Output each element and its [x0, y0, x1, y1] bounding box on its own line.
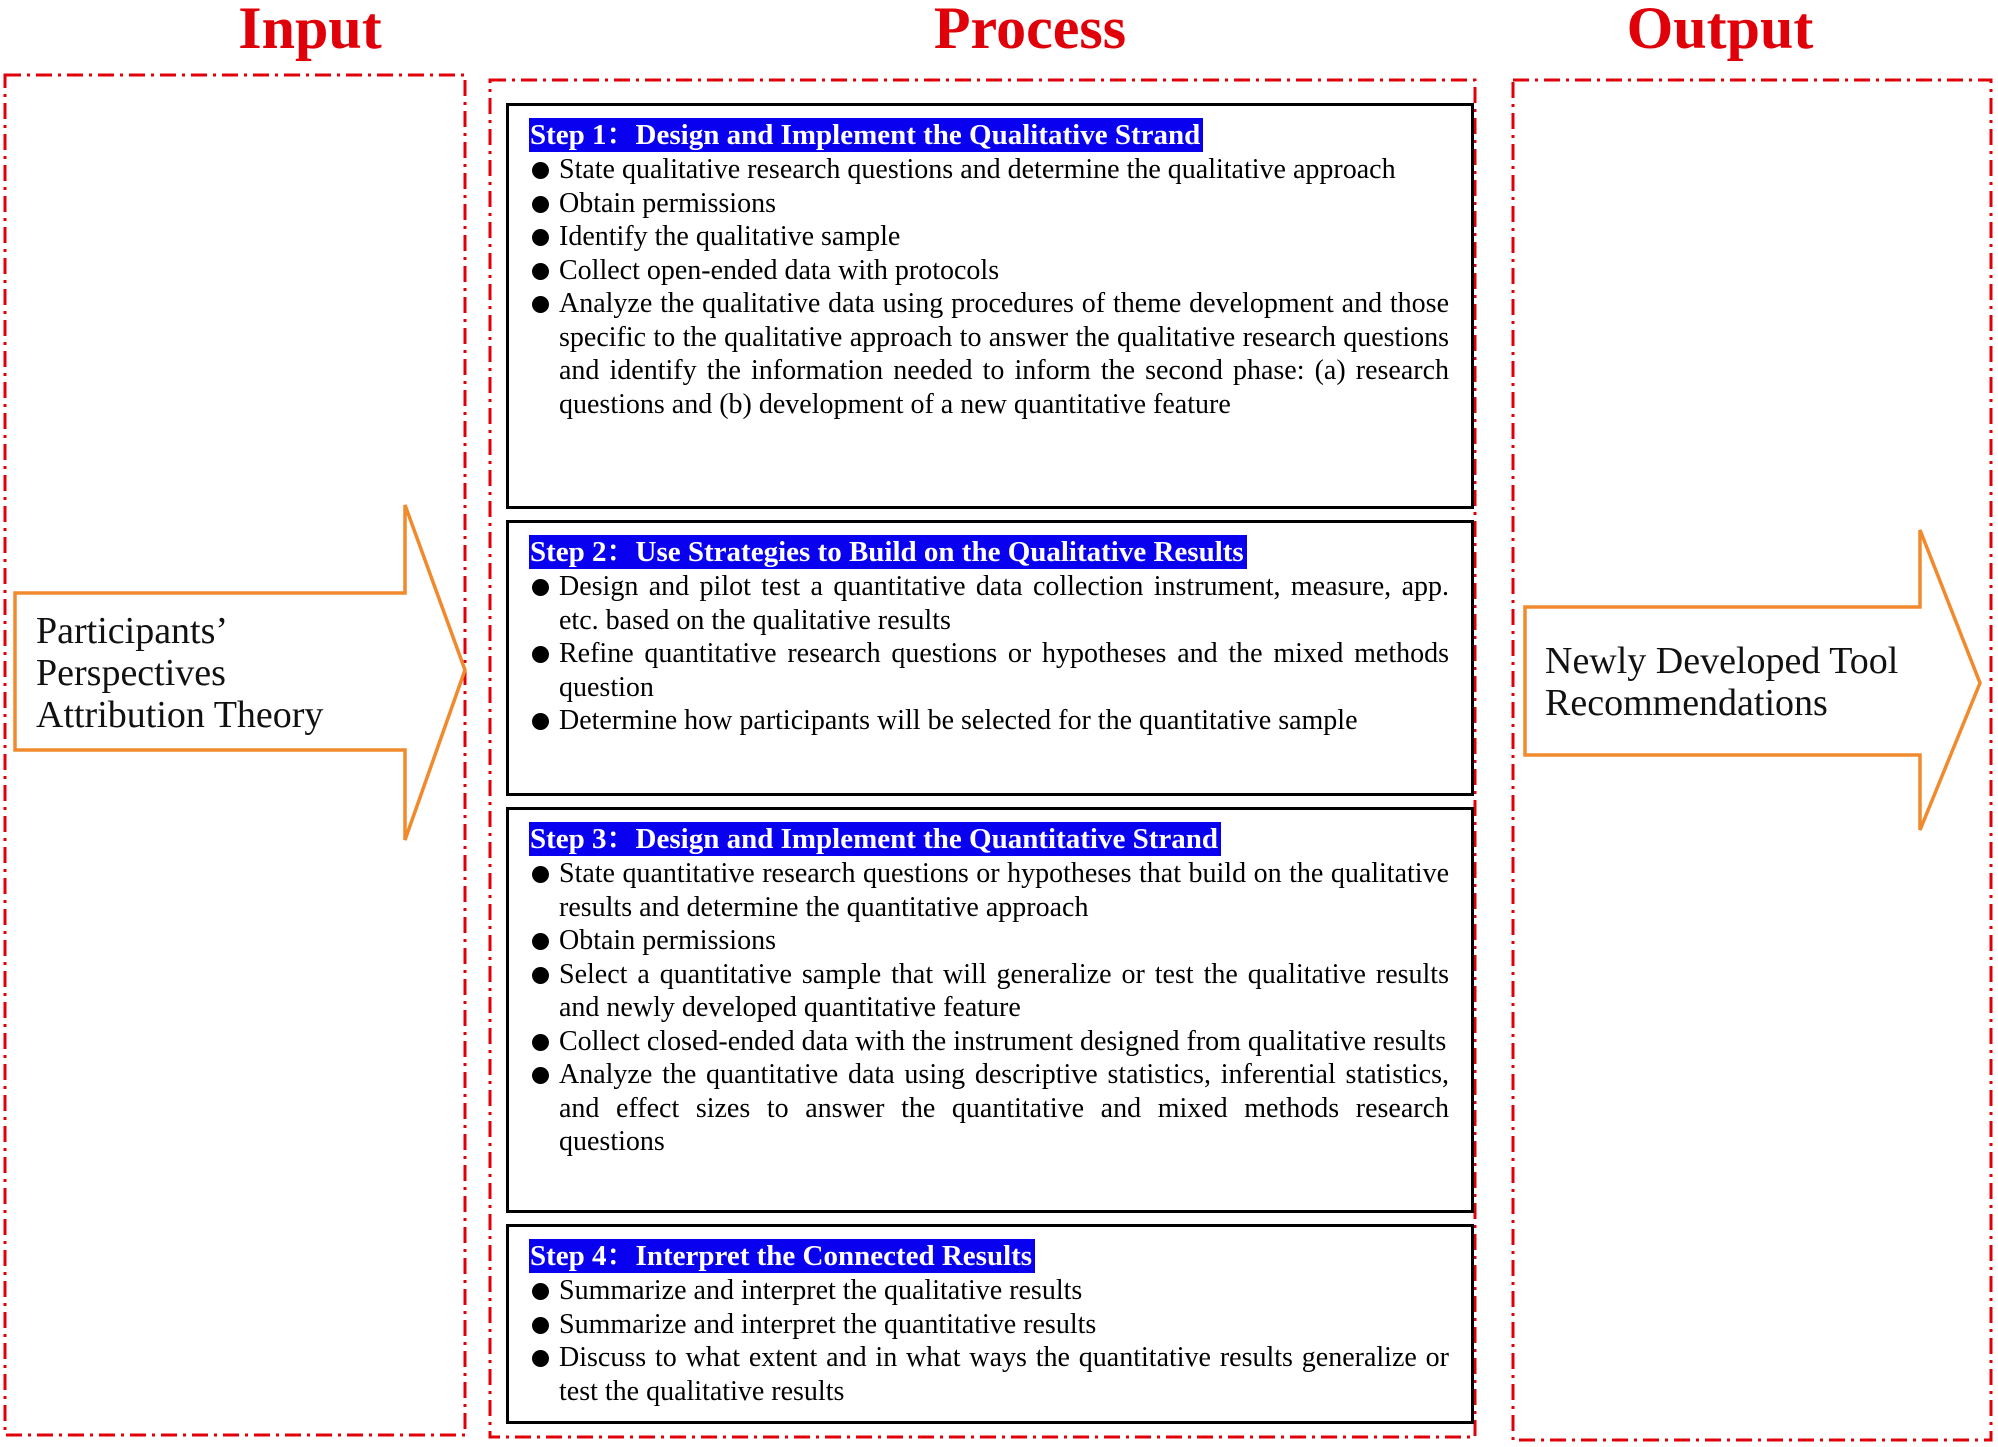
list-item-text: Identify the qualitative sample — [559, 221, 901, 252]
step-2-box — [506, 520, 1474, 796]
output-line: Recommendations — [1545, 682, 1828, 724]
input-line: Attribution Theory — [36, 694, 324, 736]
step-2-title: Step 2：Use Strategies to Build on the Qualitative Results — [529, 535, 1247, 569]
list-item-text: Analyze the qualitative data using procedures of theme development and those specific to the qualitative approach to answer the qualitative research questions and identify the information needed to inform the second phase: (a) research questions and (b) development of a new quantitative feature — [559, 288, 1449, 420]
list-item-text: Discuss to what extent and in what ways the quantitative results generalize or test the qualitative results — [559, 1342, 1449, 1407]
list-item-text: State quantitative research questions or hypotheses that build on the qualitative results and determine the quantitative approach — [559, 858, 1449, 923]
list-item-text: Obtain permissions — [559, 925, 776, 956]
list-item — [529, 958, 1449, 1025]
output-title: Output — [1626, 0, 1814, 61]
list-item — [529, 153, 1449, 187]
bullet-icon — [532, 229, 549, 246]
process-title: Process — [933, 0, 1127, 61]
bullet-icon — [532, 579, 549, 596]
bullet-icon — [532, 263, 549, 280]
bullet-icon — [532, 646, 549, 663]
input-line: Participants’ — [36, 610, 229, 652]
step-4-box — [506, 1224, 1474, 1424]
list-item — [529, 1341, 1449, 1408]
step-3-list — [529, 857, 1449, 1159]
list-item-text: Select a quantitative sample that will generalize or test the qualitative results and newly developed quantitative feature — [559, 958, 1449, 1023]
step-1-list — [529, 153, 1449, 421]
bullet-icon — [532, 1067, 549, 1084]
bullet-icon — [532, 713, 549, 730]
step-4-list — [529, 1274, 1449, 1408]
bullet-icon — [532, 1317, 549, 1334]
list-item-text: Collect open-ended data with protocols — [559, 254, 1000, 286]
input-line: Perspectives — [36, 652, 226, 694]
step-4-title: Step 4：Interpret the Connected Results — [529, 1239, 1035, 1273]
list-item-text: State qualitative research questions and determine the qualitative approach — [559, 154, 1396, 185]
list-item — [529, 220, 1449, 254]
bullet-icon — [532, 933, 549, 950]
output-arrow-text — [1545, 640, 1925, 724]
list-item-text: Summarize and interpret the qualitative results — [559, 1275, 1083, 1306]
list-item — [529, 637, 1449, 704]
input-arrow-text — [36, 610, 396, 736]
list-item — [529, 704, 1449, 738]
list-item-text: Analyze the quantitative data using descriptive statistics, inferential statistics, and effect sizes to answer the quantitative and mixed methods research questions — [559, 1059, 1449, 1157]
bullet-icon — [532, 1350, 549, 1367]
step-2-list — [529, 570, 1449, 738]
list-item — [529, 857, 1449, 924]
list-item-text: Collect closed-ended data with the instrument designed from qualitative results — [559, 1025, 1447, 1057]
bullet-icon — [532, 1034, 549, 1051]
bullet-icon — [532, 162, 549, 179]
bullet-icon — [532, 967, 549, 984]
list-item-text: Design and pilot test a quantitative data collection instrument, measure, app. etc. based on the qualitative results — [559, 571, 1449, 636]
bullet-icon — [532, 866, 549, 883]
list-item — [529, 924, 1449, 958]
list-item-text: Summarize and interpret the quantitative results — [559, 1308, 1097, 1340]
list-item — [529, 187, 1449, 221]
list-item — [529, 1025, 1449, 1059]
output-line: Newly Developed Tool — [1545, 640, 1899, 682]
list-item — [529, 570, 1449, 637]
input-title: Input — [238, 0, 382, 61]
step-3-box — [506, 807, 1474, 1213]
bullet-icon — [532, 196, 549, 213]
list-item-text: Refine quantitative research questions or hypotheses and the mixed methods question — [559, 638, 1449, 703]
step-3-title: Step 3：Design and Implement the Quantitative Strand — [529, 822, 1221, 856]
list-item — [529, 1308, 1449, 1342]
bullet-icon — [532, 296, 549, 313]
list-item-text: Obtain permissions — [559, 187, 776, 219]
bullet-icon — [532, 1283, 549, 1300]
list-item — [529, 254, 1449, 288]
list-item — [529, 1274, 1449, 1308]
list-item — [529, 287, 1449, 421]
step-1-box — [506, 103, 1474, 509]
list-item-text: Determine how participants will be selected for the quantitative sample — [559, 705, 1358, 736]
step-1-title: Step 1：Design and Implement the Qualitative Strand — [529, 118, 1203, 152]
list-item — [529, 1058, 1449, 1159]
